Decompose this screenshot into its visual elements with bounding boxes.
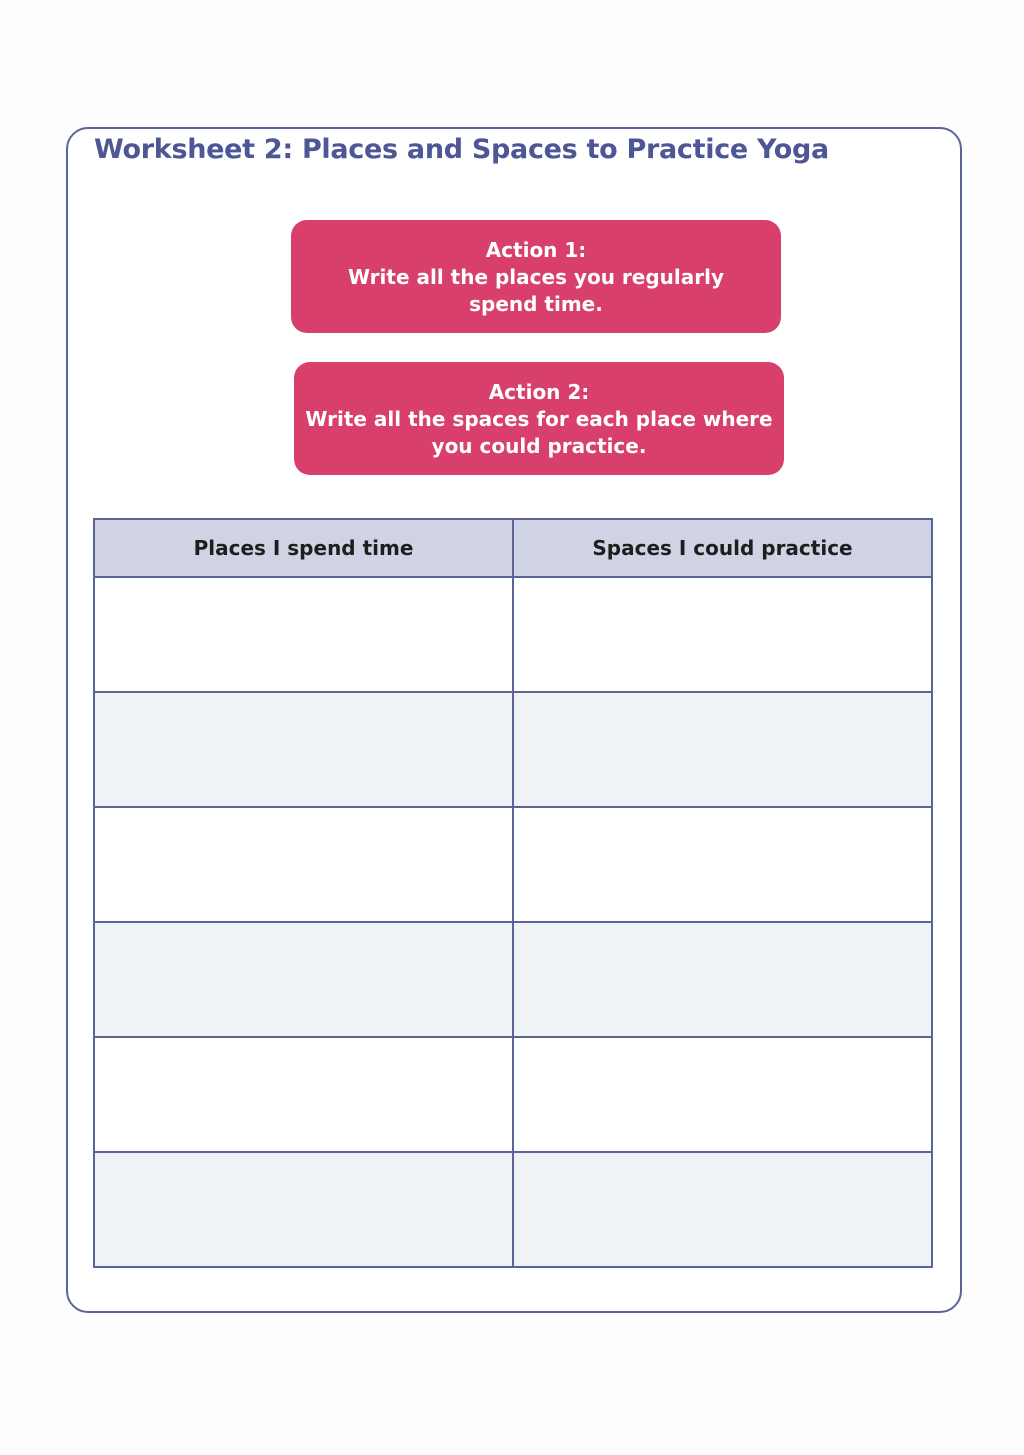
table-row xyxy=(94,1152,932,1267)
table-row xyxy=(94,692,932,807)
spaces-cell[interactable] xyxy=(513,1037,932,1152)
table-row xyxy=(94,922,932,1037)
spaces-cell[interactable] xyxy=(513,692,932,807)
spaces-cell[interactable] xyxy=(513,1152,932,1267)
action-1-text: Write all the places you regularly spend time. xyxy=(347,265,725,316)
spaces-cell[interactable] xyxy=(513,577,932,692)
places-cell[interactable] xyxy=(94,922,513,1037)
table-row xyxy=(94,1037,932,1152)
action-2-heading: Action 2: xyxy=(488,380,590,404)
action-1-heading: Action 1: xyxy=(485,238,587,262)
action-2-box xyxy=(294,362,784,475)
places-spaces-table xyxy=(93,518,933,1268)
places-cell[interactable] xyxy=(94,577,513,692)
places-cell[interactable] xyxy=(94,807,513,922)
table-header-row xyxy=(94,519,932,577)
worksheet-title: Worksheet 2: Places and Spaces to Practice Yoga xyxy=(94,134,829,165)
table-row xyxy=(94,807,932,922)
table-row xyxy=(94,577,932,692)
header-spaces: Spaces I could practice xyxy=(513,519,932,577)
places-cell[interactable] xyxy=(94,1152,513,1267)
action-1-box xyxy=(291,220,781,333)
spaces-cell[interactable] xyxy=(513,922,932,1037)
action-2-text: Write all the spaces for each place where you could practice. xyxy=(305,407,773,458)
spaces-cell[interactable] xyxy=(513,807,932,922)
header-places: Places I spend time xyxy=(94,519,513,577)
places-cell[interactable] xyxy=(94,692,513,807)
places-cell[interactable] xyxy=(94,1037,513,1152)
